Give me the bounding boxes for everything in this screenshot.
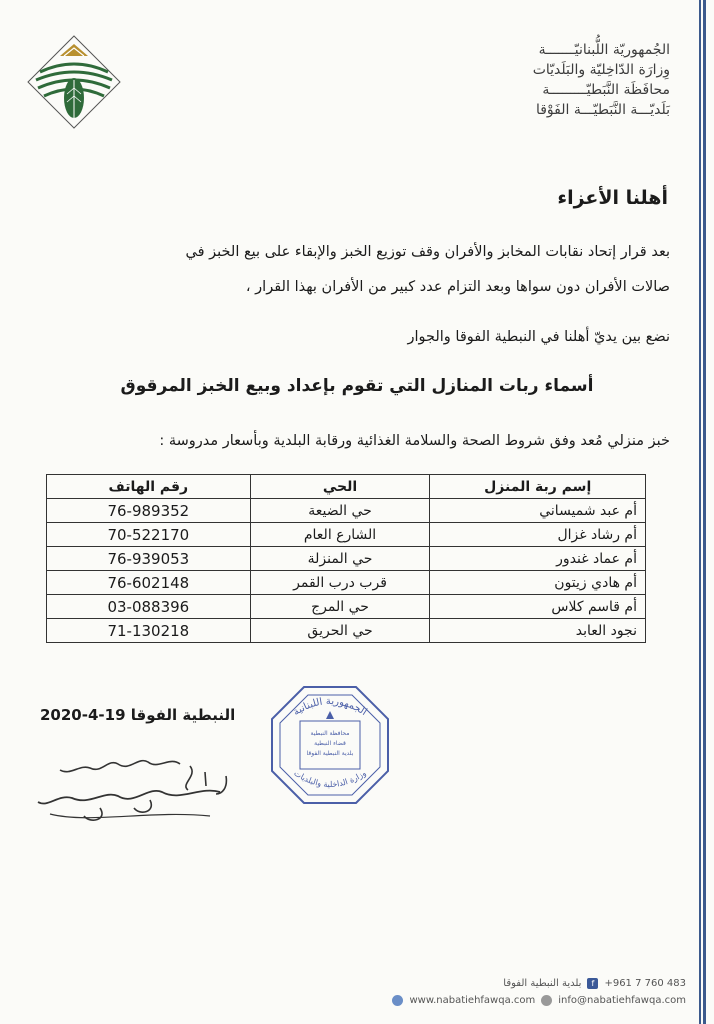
header-governorate: محافَظَة النَّبَطيّـــــــــة [542,82,670,98]
footer-row-phone [392,978,686,989]
table-row [47,523,646,547]
table-row [47,571,646,595]
document-date: النبطية الفوقا 19-4-2020 [40,706,236,724]
facebook-icon: f [587,978,598,989]
municipality-logo [24,32,124,132]
cell-phone: 76-602148 [47,571,251,595]
greeting: أهلنا الأعزاء [557,187,668,209]
cell-area: قرب درب القمر [250,571,430,595]
list-title: أسماء ربات المنازل التي تقوم بإعداد وبيع الخبز المرقوق [120,376,594,396]
footer-facebook[interactable]: بلدية النبطية الفوقا [503,978,582,989]
globe-icon [392,995,403,1006]
table-row [47,595,646,619]
header-ministry: وِزارَة الدّاخِليّة والبَلَديّات [532,62,670,78]
footer-email[interactable]: info@nabatiehfawqa.com [558,995,686,1006]
header-republic: الجُمهوريّة اللُّبنانيّـــــــة [538,42,670,58]
cell-phone: 03-088396 [47,595,251,619]
stamp-line-2: قضاء النبطية [314,740,346,747]
footer-contacts [392,978,686,1012]
cell-area: الشارع العام [250,523,430,547]
footer-website[interactable]: www.nabatiehfawqa.com [409,995,536,1006]
stamp-line-1: محافظة النبطية [310,730,350,737]
cell-name: أم قاسم كلاس [430,595,646,619]
bakers-table [46,474,646,643]
header-name: إسم ربة المنزل [430,475,646,499]
email-icon [541,995,552,1006]
intro-text: خبز منزلي مُعد وفق شروط الصحة والسلامة الغذائية ورقابة البلدية وبأسعار مدروسة : [159,433,670,449]
stamp-outer-text: الجمهورية اللبنانية [291,695,369,719]
footer-phone: +961 7 760 483 [604,978,686,989]
header-phone: رقم الهاتف [47,475,251,499]
cell-area: حي الحريق [250,619,430,643]
stamp-bottom-text: وزارة الداخلية والبلديات [292,768,368,790]
paragraph-line-1: بعد قرار إتحاد نقابات المخابز والأفران وقف توزيع الخبز والإبقاء على بيع الخبز في [185,244,670,260]
paragraph-line-2: صالات الأفران دون سواها وبعد التزام عدد كبير من الأفران بهذا القرار ، [245,279,670,295]
footer-row-web [392,995,686,1006]
cell-name: أم هادي زيتون [430,571,646,595]
handwritten-signature [30,750,240,830]
official-stamp [268,683,392,807]
cell-name: أم عماد غندور [430,547,646,571]
cell-name: أم عبد شميساني [430,499,646,523]
paragraph-line-3: نضع بين يديّ أهلنا في النبطية الفوقا والجوار [407,329,670,345]
cell-name: نجود العابد [430,619,646,643]
table-header-row [47,475,646,499]
cell-phone: 71-130218 [47,619,251,643]
cell-phone: 76-939053 [47,547,251,571]
header-municipality: بَلَديّـــة النَّبَطيّـــة الفَوْقا [535,102,670,118]
cell-name: أم رشاد غزال [430,523,646,547]
stamp-line-3: بلدية النبطية الفوقا [306,750,354,757]
letterhead [533,40,670,120]
cell-area: حي المنزلة [250,547,430,571]
cell-area: حي الضيعة [250,499,430,523]
page-border [699,0,706,1024]
table-row [47,619,646,643]
cell-area: حي المرج [250,595,430,619]
header-area: الحي [250,475,430,499]
cell-phone: 70-522170 [47,523,251,547]
cell-phone: 76-989352 [47,499,251,523]
table-row [47,499,646,523]
table-row [47,547,646,571]
svg-text:وزارة الداخلية والبلديات [292,768,368,789]
